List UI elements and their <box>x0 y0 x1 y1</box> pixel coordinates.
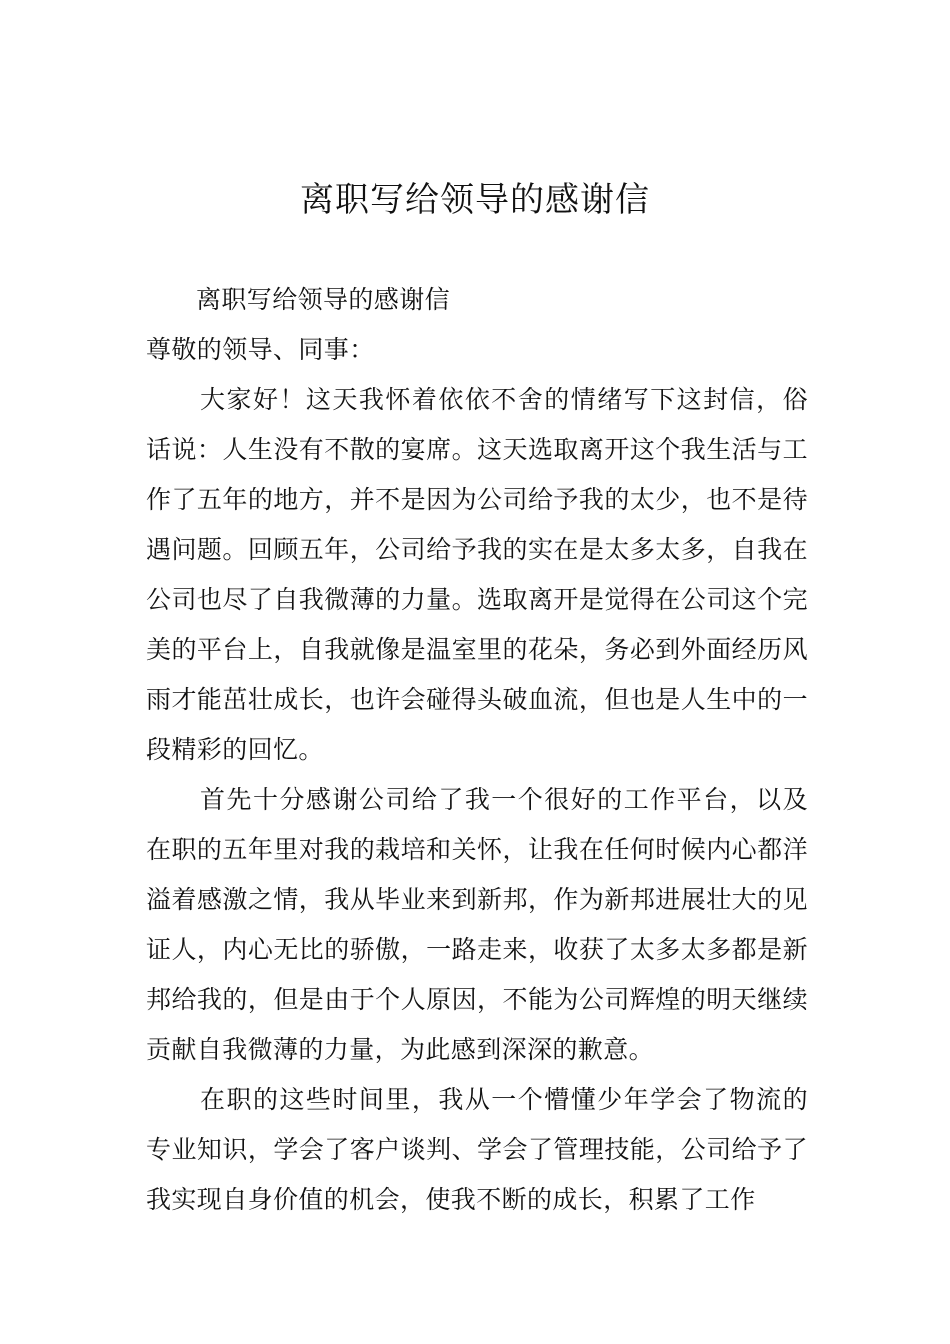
paragraph-2: 首先十分感谢公司给了我一个很好的工作平台，以及在职的五年里对我的栽培和关怀，让我在任何时候内心都洋溢着感激之情，我从毕业来到新邦，作为新邦进展壮大的见证人，内心无比的骄傲，一路走来，收获了太多太多都是新邦给我的，但是由于个人原因，不能为公司辉煌的明天继续贡献自我微薄的力量，为此感到深深的歉意。 <box>146 785 808 1064</box>
document-title: 离职写给领导的感谢信 <box>300 180 650 220</box>
paragraph-1: 大家好！这天我怀着依依不舍的情绪写下这封信，俗话说：人生没有不散的宴席。这天选取离开这个我生活与工作了五年的地方，并不是因为公司给予我的太少，也不是待遇问题。回顾五年，公司给予我的实在是太多太多，自我在公司也尽了自我微薄的力量。选取离开是觉得在公司这个完美的平台上，自我就像是温室里的花朵，务必到外面经历风雨才能茁壮成长，也许会碰得头破血流，但也是人生中的一段精彩的回忆。 <box>146 385 808 764</box>
paragraph-3: 在职的这些时间里，我从一个懵懂少年学会了物流的专业知识，学会了客户谈判、学会了管理技能，公司给予了我实现自身价值的机会，使我不断的成长，积累了工作 <box>146 1085 808 1214</box>
document-body <box>146 275 808 1225</box>
salutation: 尊敬的领导、同事： <box>146 335 375 364</box>
document-subtitle: 离职写给领导的感谢信 <box>196 285 451 314</box>
